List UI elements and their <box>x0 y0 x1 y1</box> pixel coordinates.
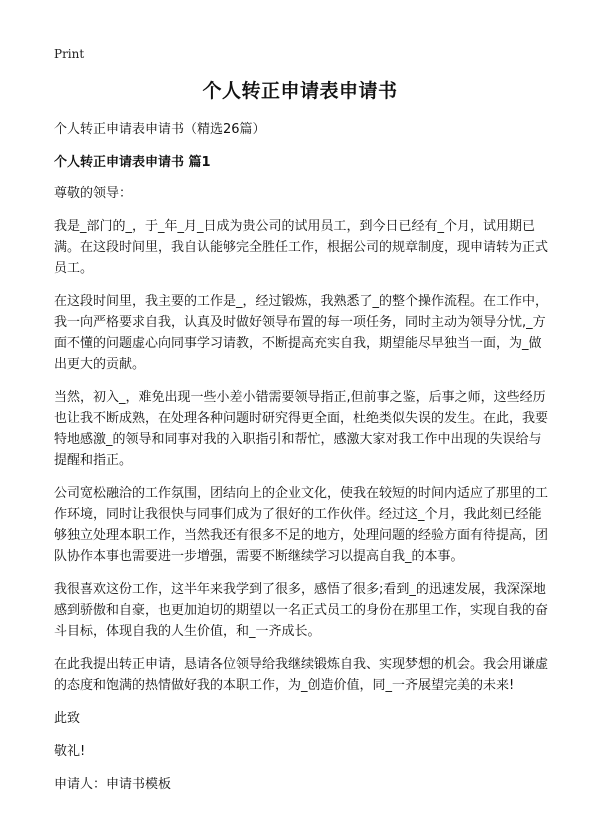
print-link[interactable]: Print <box>54 47 85 61</box>
paragraph: 当然，初入_，难免出现一些小差小错需要领导指正,但前事之鉴，后事之师，这些经历也让我不断成熟，在处理各种问题时研究得更全面，杜绝类似失误的发生。在此，我要特地感激_的领导和同事对我的入职指引和帮忙，感激大家对我工作中出现的失误给与提醒和指正。 <box>54 390 549 468</box>
document-body <box>54 119 552 807</box>
section-title: 个人转正申请表申请书 篇1 <box>54 155 211 170</box>
closing-greeting: 敬礼! <box>54 744 86 759</box>
paragraph: 我很喜欢这份工作，这半年来我学到了很多，感悟了很多;看到_的迅速发展，我深深地感到骄傲和自豪，也更加迫切的期望以一名正式员工的身份在那里工作，实现自我的奋斗目标，体现自我的人生价值，和_一齐成长。 <box>54 582 549 639</box>
paragraph: 我是_部门的_，于_年_月_日成为贵公司的试用员工，到今日已经有_个月，试用期已满。在这段时间里，我自认能够完全胜任工作，根据公司的规章制度，现申请转为正式员工。 <box>54 219 549 276</box>
signature: 申请人：申请书模板 <box>54 777 172 792</box>
paragraph: 在这段时间里，我主要的工作是_，经过锻炼，我熟悉了_的整个操作流程。在工作中，我一向严格要求自我，认真及时做好领导布置的每一项任务，同时主动为领导分忧,_方面不懂的问题虚心向同事学习请教，不断提高充实自我，期望能尽早独当一面，为_做出更大的贡献。 <box>54 294 549 372</box>
salutation: 尊敬的领导： <box>54 186 133 201</box>
page-title: 个人转正申请表申请书 <box>202 80 398 102</box>
paragraph: 在此我提出转正申请，恳请各位领导给我继续锻炼自我、实现梦想的机会。我会用谦虚的态度和饱满的热情做好我的本职工作，为_创造价值，同_一齐展望完美的未来! <box>54 657 549 693</box>
paragraph: 公司宽松融洽的工作氛围，团结向上的企业文化，使我在较短的时间内适应了那里的工作环境，同时让我很快与同事们成为了很好的工作伙伴。经过这_个月，我此刻已经能够独立处理本职工作，当然我还有很多不足的地方，处理问题的经验方面有待提高，团队协作本事也需要进一步增强，需要不断继续学习以提高自我_的本事。 <box>54 486 549 564</box>
document-subtitle: 个人转正申请表申请书（精选26篇） <box>54 122 266 137</box>
closing-line: 此致 <box>54 711 81 726</box>
